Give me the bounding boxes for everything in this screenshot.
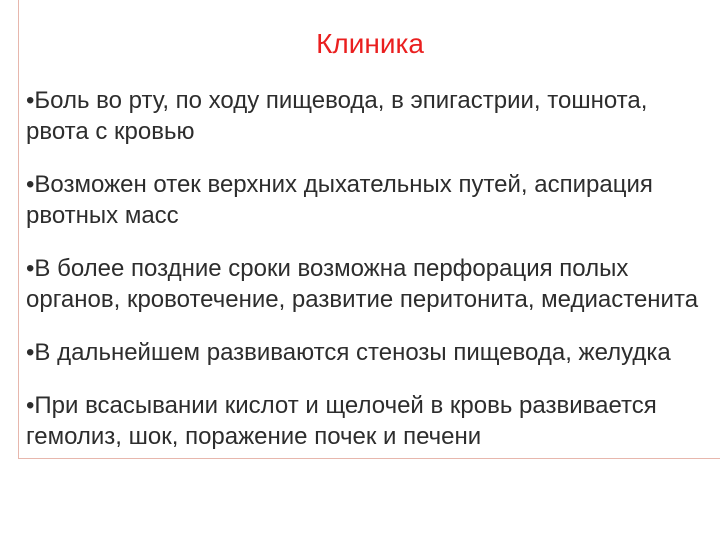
bullet-text: Возможен отек верхних дыхательных путей, аспирация рвотных масс: [26, 171, 653, 229]
bullet-item: [26, 85, 716, 147]
bullet-item: [26, 169, 716, 231]
bullet-item: [26, 390, 716, 452]
bullet-symbol: •: [26, 87, 35, 114]
bullet-symbol: •: [26, 339, 35, 366]
bullet-text: В дальнейшем развиваются стенозы пищевода, желудка: [34, 339, 671, 366]
bullet-text: В более поздние сроки возможна перфорация полых органов, кровотечение, развитие перитонита, медиастенита: [26, 255, 699, 313]
bullet-text: Боль во рту, по ходу пищевода, в эпигастрии, тошнота, рвота с кровью: [26, 87, 648, 145]
bullet-symbol: •: [26, 392, 35, 419]
bullet-symbol: •: [26, 255, 35, 282]
bullet-text: При всасывании кислот и щелочей в кровь развивается гемолиз, шок, поражение почек и печени: [26, 392, 657, 450]
slide-title: Клиника: [316, 28, 424, 59]
bullet-list: [26, 85, 716, 474]
bullet-item: [26, 253, 716, 315]
bullet-symbol: •: [26, 171, 35, 198]
bullet-item: [26, 337, 716, 368]
